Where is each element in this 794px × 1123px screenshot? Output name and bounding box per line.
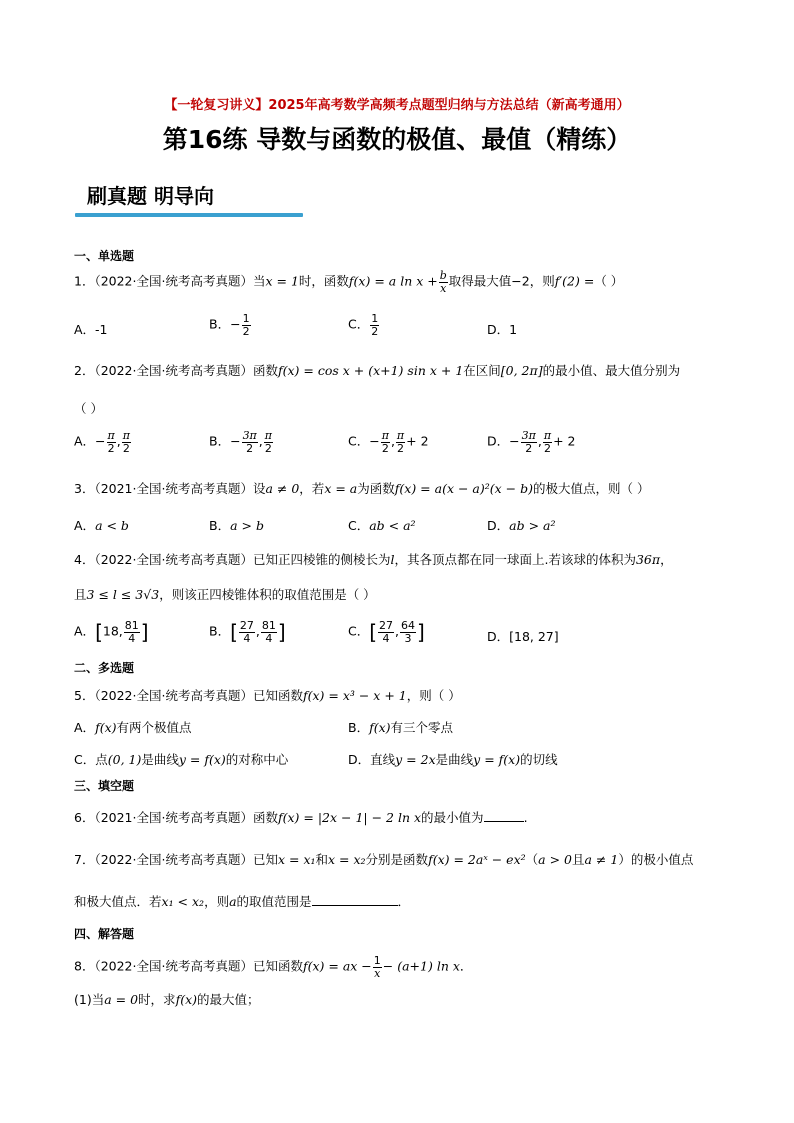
q5-option-a: A．f(x)有两个极值点 — [74, 720, 192, 735]
q2-option-b: B．− $\frac{3\pi}{2}$ , $\frac{\pi}{2}$ — [209, 429, 273, 455]
question-3: 3．（2021·全国·统考高考真题）设a ≠ 0，若x = a为函数f(x) = a(x − a)²(x − b)的极大值点，则（ ） — [74, 481, 650, 496]
q5-option-b: B．f(x)有三个零点 — [348, 720, 454, 735]
section-heading: 刷真题 明导向 — [87, 184, 214, 208]
heading-single-choice: 一、单选题 — [74, 249, 135, 263]
heading-multi-choice: 二、多选题 — [74, 661, 135, 675]
question-2: 2．（2022·全国·统考高考真题）函数f(x) = cos x + (x+1) sin x + 1在区间[0, 2π]的最小值、最大值分别为 — [74, 363, 681, 378]
q1-option-a: A．-1 — [74, 322, 108, 337]
question-6: 6．（2021·全国·统考高考真题）函数f(x) = |2x − 1| − 2 ln x的最小值为 . — [74, 810, 528, 825]
heading-fill-in: 三、填空题 — [74, 779, 135, 793]
question-4-line-1: 4．（2022·全国·统考高考真题）已知正四棱锥的侧棱长为l，其各顶点都在同一球面上.若该球的体积为36π， — [74, 552, 673, 567]
question-2-paren: （ ） — [74, 401, 103, 416]
question-7-line-1: 7．（2022·全国·统考高考真题）已知x = x₁和x = x₂分别是函数f(x) = 2aˣ − ex²（a > 0且a ≠ 1）的极小值点 — [74, 852, 694, 867]
q1-option-c: C． $\frac{1}{2}$ — [348, 312, 379, 338]
heading-answer: 四、解答题 — [74, 927, 135, 941]
q5-option-c: C．点(0, 1)是曲线y = f(x)的对称中心 — [74, 752, 289, 767]
question-1: 1．（2022·全国·统考高考真题）当x = 1时，函数f(x) = a ln x + $\frac{b}{x}$ 取得最大值−2，则f′(2) =（ ） — [74, 269, 624, 295]
document-subtitle: 【一轮复习讲义】2025年高考数学高频考点题型归纳与方法总结（新高考通用） — [164, 98, 630, 113]
q1-option-d: D．1 — [487, 322, 518, 337]
question-8-part-1: (1)当a = 0时，求f(x)的最大值； — [74, 992, 260, 1007]
q3-option-d: D．ab > a² — [487, 518, 556, 533]
section-underline — [75, 213, 303, 217]
question-8: 8．（2022·全国·统考高考真题）已知函数f(x) = ax − $\frac{1}{x}$ − (a+1) ln x． — [74, 954, 473, 980]
q2-option-a: A．− $\frac{\pi}{2}$ , $\frac{\pi}{2}$ — [74, 429, 130, 455]
q1-option-b: B．− $\frac{1}{2}$ — [209, 312, 250, 338]
question-4-line-2: 且3 ≤ l ≤ 3√3，则该正四棱锥体积的取值范围是（ ） — [74, 587, 376, 602]
q5-option-d: D．直线y = 2x是曲线y = f(x)的切线 — [348, 752, 558, 767]
q2-option-d: D．− $\frac{3\pi}{2}$ , $\frac{\pi}{2}$ + 2 — [487, 429, 576, 455]
q4-option-c: C．[ $\frac{27}{4}$ , $\frac{64}{3}$ ] — [348, 619, 425, 645]
page-title: 第16练 导数与函数的极值、最值（精练） — [162, 125, 632, 154]
answer-blank[interactable] — [312, 905, 398, 906]
q3-option-c: C．ab < a² — [348, 518, 416, 533]
question-5: 5．（2022·全国·统考高考真题）已知函数f(x) = x³ − x + 1，则（ ） — [74, 688, 461, 703]
answer-blank[interactable] — [484, 821, 524, 822]
q3-option-b: B．a > b — [209, 518, 264, 533]
q2-option-c: C．− $\frac{\pi}{2}$ , $\frac{\pi}{2}$ + 2 — [348, 429, 429, 455]
q4-option-d: D．[18, 27] — [487, 629, 559, 644]
question-7-line-2: 和极大值点．若x₁ < x₂，则a的取值范围是 ． — [74, 894, 411, 909]
q3-option-a: A．a < b — [74, 518, 129, 533]
q4-option-a: A．[18, $\frac{81}{4}$ ] — [74, 619, 149, 645]
q4-option-b: B．[ $\frac{27}{4}$ , $\frac{81}{4}$ ] — [209, 619, 286, 645]
